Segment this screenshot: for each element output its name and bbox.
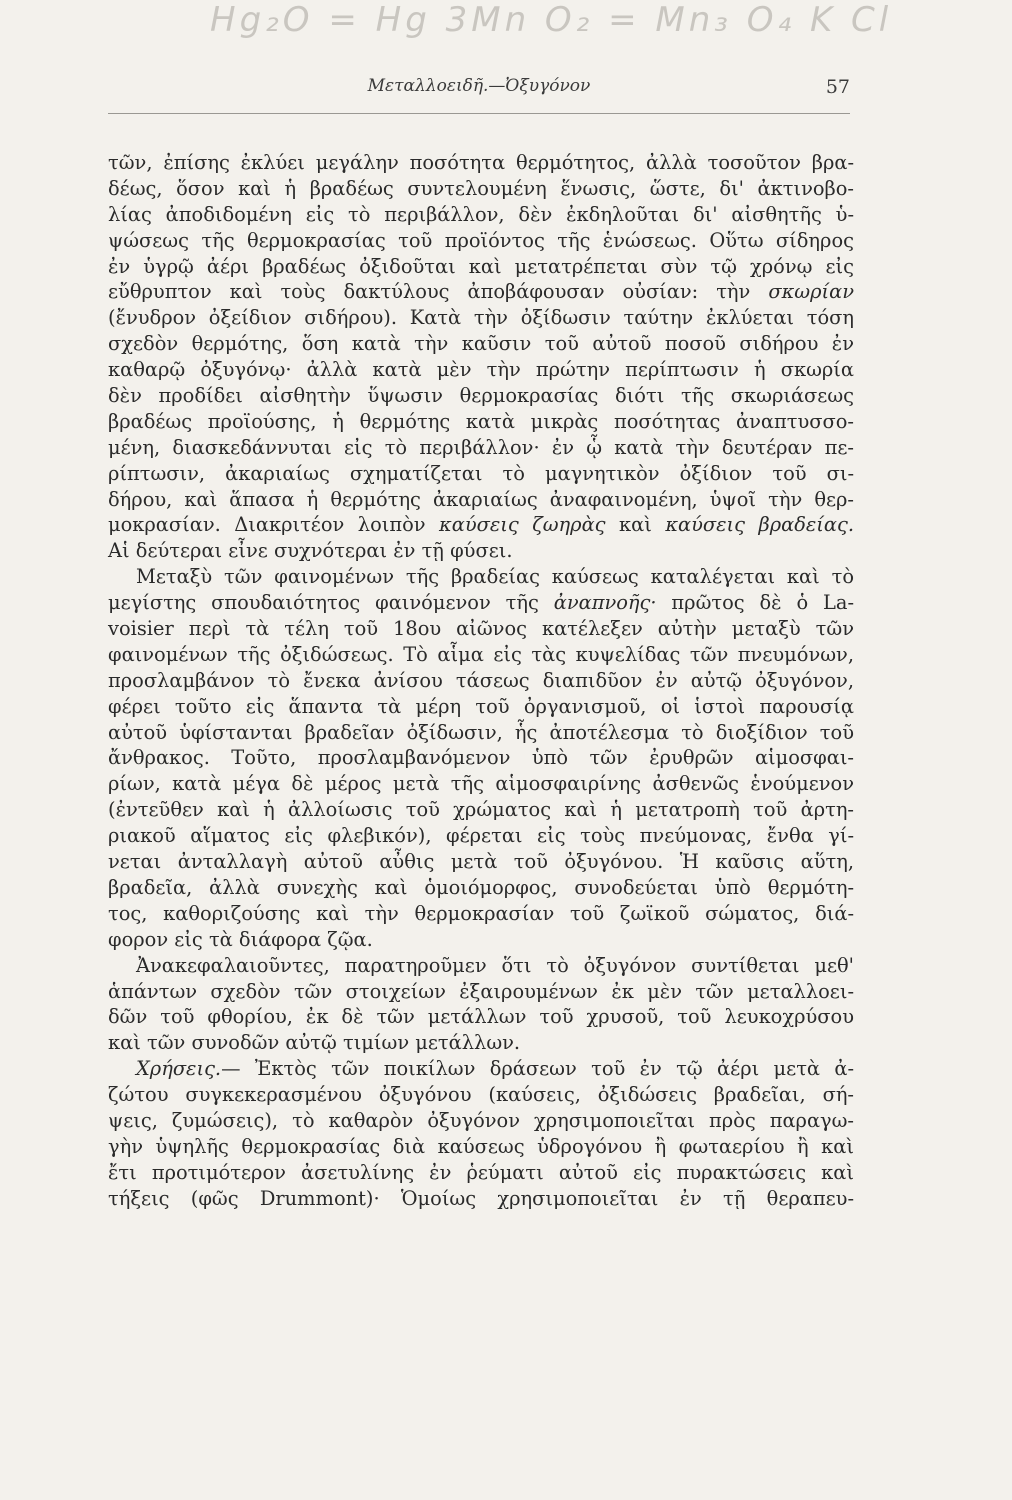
text-span: δῶν τοῦ φθορίου, ἐκ δὲ τῶν μετάλλων τοῦ χρυσοῦ, τοῦ λευκοχρύσου bbox=[108, 1005, 854, 1029]
text-span: μοκρασίαν. Διακριτέον λοιπὸν bbox=[108, 513, 440, 537]
text-line bbox=[108, 435, 854, 461]
text-line bbox=[108, 642, 854, 668]
text-span: καὶ τῶν συνοδῶν αὐτῷ τιμίων μετάλλων. bbox=[108, 1031, 521, 1055]
text-line bbox=[108, 668, 854, 694]
text-line bbox=[108, 979, 854, 1005]
page-header bbox=[108, 76, 850, 108]
text-line bbox=[108, 202, 854, 228]
text-span: (ἐντεῦθεν καὶ ἡ ἀλλοίωσις τοῦ χρώματος καὶ ἡ μετατροπὴ τοῦ ἀρτη- bbox=[108, 798, 854, 822]
text-span: (ἔνυδρον ὀξείδιον σιδήρου). Κατὰ τὴν ὀξίδωσιν ταύτην ἐκλύεται τόση bbox=[108, 306, 854, 330]
text-span: μένη, διασκεδάννυται εἰς τὸ περιβάλλον· ἐν ᾧ κατὰ τὴν δευτέραν πε- bbox=[108, 435, 854, 459]
body-text bbox=[108, 150, 854, 1212]
text-line bbox=[108, 512, 854, 538]
text-span: Ἀνακεφαλαιοῦντες, παρατηροῦμεν ὅτι τὸ ὀξυγόνον συντίθεται μεθ' bbox=[136, 953, 854, 977]
text-line bbox=[108, 279, 854, 305]
text-line bbox=[108, 254, 854, 280]
text-line bbox=[108, 228, 854, 254]
italic-term: Χρήσεις. bbox=[136, 1057, 222, 1081]
text-span: Μεταξὺ τῶν φαινομένων τῆς βραδείας καύσεως καταλέγεται καὶ τὸ bbox=[136, 565, 854, 589]
text-span: ζώτου συγκεκερασμένου ὀξυγόνου (καύσεις, ὀξιδώσεις βραδεῖαι, σή- bbox=[108, 1083, 854, 1107]
text-span: αὐτοῦ ὑφίστανται βραδεῖαν ὀξίδωσιν, ἧς ἀποτέλεσμα τὸ διοξίδιον τοῦ bbox=[108, 720, 854, 744]
text-line bbox=[108, 720, 854, 746]
text-line bbox=[108, 331, 854, 357]
text-line bbox=[108, 1056, 854, 1082]
italic-term: καύσεις βραδείας. bbox=[665, 513, 854, 537]
text-line bbox=[108, 383, 854, 409]
text-span: προσλαμβάνον τὸ ἔνεκα ἀνίσου τάσεως διαπιδῦον ἐν αὐτῷ ὀξυγόνον, bbox=[108, 668, 854, 692]
text-line bbox=[108, 849, 854, 875]
text-line bbox=[108, 176, 854, 202]
text-span: βραδεῖα, ἀλλὰ συνεχὴς καὶ ὁμοιόμορφος, συνοδεύεται ὑπὸ θερμότη- bbox=[108, 875, 854, 899]
text-span: Αἱ δεύτεραι εἶνε συχνότεραι ἐν τῇ φύσει. bbox=[108, 539, 513, 563]
text-line bbox=[108, 1108, 854, 1134]
text-line bbox=[108, 797, 854, 823]
text-span: φαινομένων τῆς ὀξιδώσεως. Τὸ αἷμα εἰς τὰς κυψελίδας τῶν πνευμόνων, bbox=[108, 642, 854, 666]
text-span: τῶν, ἐπίσης ἐκλύει μεγάλην ποσότητα θερμότητος, ἀλλὰ τοσοῦτον βρα- bbox=[108, 151, 854, 174]
italic-term: σκωρίαν bbox=[768, 280, 854, 304]
text-span: τος, καθοριζούσης καὶ τὴν θερμοκρασίαν τοῦ ζωϊκοῦ σώματος, διά- bbox=[108, 901, 854, 925]
text-span: νεται ἀνταλλαγὴ αὐτοῦ αὖθις μετὰ τοῦ ὀξυγόνου. Ἡ καῦσις αὕτη, bbox=[108, 850, 854, 874]
italic-term: ἀναπνοῆς· bbox=[553, 591, 657, 615]
text-span: ριακοῦ αἵματος εἰς φλεβικόν), φέρεται εἰς τοὺς πνεύμονας, ἔνθα γί- bbox=[108, 824, 854, 848]
text-line bbox=[108, 487, 854, 513]
text-span: ἁπάντων σχεδὸν τῶν στοιχείων ἐξαιρουμένων ἐκ μὲν τῶν μεταλλοει- bbox=[108, 979, 854, 1003]
text-span: εὔθρυπτον καὶ τοὺς δακτύλους ἀποβάφουσαν οὐσίαν: τὴν bbox=[108, 280, 769, 304]
text-span: φέρει τοῦτο εἰς ἅπαντα τὰ μέρη τοῦ ὀργανισμοῦ, οἱ ἱστοὶ παρουσίᾳ bbox=[108, 694, 854, 718]
text-span: δήρου, καὶ ἅπασα ἡ θερμότης ἀκαριαίως ἀναφαινομένη, ὑψοῖ τὴν θερ- bbox=[108, 487, 854, 511]
text-span: voisier περὶ τὰ τέλη τοῦ 18ου αἰῶνος κατέλεξεν αὐτὴν μεταξὺ τῶν bbox=[108, 617, 854, 641]
text-span: δὲν προδίδει αἰσθητὴν ὕψωσιν θερμοκρασίας διότι τῆς σκωριάσεως bbox=[108, 384, 854, 408]
text-span: μεγίστης σπουδαιότητος φαινόμενον τῆς bbox=[108, 591, 554, 615]
text-line bbox=[108, 409, 854, 435]
text-span: ρίπτωσιν, ἀκαριαίως σχηματίζεται τὸ μαγνητικὸν ὀξίδιον τοῦ σι- bbox=[108, 461, 854, 485]
text-span: τήξεις (φῶς Drummont)· Ὁμοίως χρησιμοποιεῖται ἐν τῇ θεραπευ- bbox=[108, 1186, 854, 1210]
text-line bbox=[108, 1082, 854, 1108]
text-span: γὴν ὑψηλῆς θερμοκρασίας διὰ καύσεως ὑδρογόνου ἢ φωταερίου ἢ καὶ bbox=[108, 1134, 854, 1158]
text-line bbox=[108, 694, 854, 720]
text-span: καὶ bbox=[605, 513, 666, 537]
text-line bbox=[108, 305, 854, 331]
text-line bbox=[108, 590, 854, 616]
text-span: ἔτι προτιμότερον ἀσετυλίνης ἐν ῥεύματι αὐτοῦ εἰς πυρακτώσεις καὶ bbox=[108, 1160, 854, 1184]
italic-term: καύσεις ζωηρὰς bbox=[439, 513, 606, 537]
text-span: — Ἐκτὸς τῶν ποικίλων δράσεων τοῦ ἐν τῷ ἀέρι μετὰ ἀ- bbox=[221, 1057, 854, 1081]
text-line bbox=[108, 1160, 854, 1186]
page-number: 57 bbox=[825, 76, 850, 98]
text-span: ρίων, κατὰ μέγα δὲ μέρος μετὰ τῆς αἱμοσφαιρίνης ἀσθενῶς ἑνούμενον bbox=[108, 772, 854, 796]
text-line bbox=[108, 901, 854, 927]
text-line bbox=[108, 461, 854, 487]
text-span: δέως, ὅσον καὶ ἡ βραδέως συντελουμένη ἕνωσις, ὥστε, δι' ἀκτινοβο- bbox=[108, 176, 854, 200]
text-line bbox=[108, 875, 854, 901]
text-span: ἐν ὑγρῷ ἀέρι βραδέως ὀξιδοῦται καὶ μετατρέπεται σὺν τῷ χρόνῳ εἰς bbox=[108, 254, 854, 278]
text-span: ψώσεως τῆς θερμοκρασίας τοῦ προϊόντος τῆς ἑνώσεως. Οὕτω σίδηρος bbox=[108, 228, 854, 252]
text-line bbox=[108, 771, 854, 797]
text-line bbox=[108, 564, 854, 590]
text-line bbox=[108, 953, 854, 979]
text-span: καθαρῷ ὀξυγόνῳ· ἀλλὰ κατὰ μὲν τὴν πρώτην περίπτωσιν ἡ σκωρία bbox=[108, 358, 854, 382]
pencil-annotation: Hg₂O = Hg 3Mn O₂ = Mn₃ O₄ K Cl bbox=[210, 0, 893, 40]
text-span: ἄνθρακος. Τοῦτο, προσλαμβανόμενον ὑπὸ τῶν ἐρυθρῶν αἱμοσφαι- bbox=[108, 746, 854, 770]
text-line bbox=[108, 1030, 854, 1056]
text-line bbox=[108, 357, 854, 383]
text-line bbox=[108, 1134, 854, 1160]
text-span: βραδέως προϊούσης, ἡ θερμότης κατὰ μικρὰς ποσότητας ἀναπτυσσο- bbox=[108, 409, 854, 433]
text-line bbox=[108, 538, 854, 564]
text-span: σχεδὸν θερμότης, ὅση κατὰ τὴν καῦσιν τοῦ αὐτοῦ ποσοῦ σιδήρου ἐν bbox=[108, 332, 854, 356]
text-span: ψεις, ζυμώσεις), τὸ καθαρὸν ὀξυγόνον χρησιμοποιεῖται πρὸς παραγω- bbox=[108, 1108, 854, 1132]
header-rule bbox=[108, 113, 850, 114]
text-span: λίας ἀποδιδομένη εἰς τὸ περιβάλλον, δὲν ἐκδηλοῦται δι' αἰσθητῆς ὑ- bbox=[108, 202, 854, 226]
text-span: πρῶτος δὲ ὁ La- bbox=[656, 591, 854, 615]
running-title: Μεταλλοειδῆ.—Ὀξυγόνον bbox=[367, 76, 591, 96]
text-line bbox=[108, 823, 854, 849]
text-span: φορον εἰς τὰ διάφορα ζῷα. bbox=[108, 927, 373, 951]
text-line bbox=[108, 150, 854, 176]
text-line bbox=[108, 927, 854, 953]
text-line bbox=[108, 1004, 854, 1030]
text-line bbox=[108, 1186, 854, 1212]
text-line bbox=[108, 616, 854, 642]
text-line bbox=[108, 745, 854, 771]
